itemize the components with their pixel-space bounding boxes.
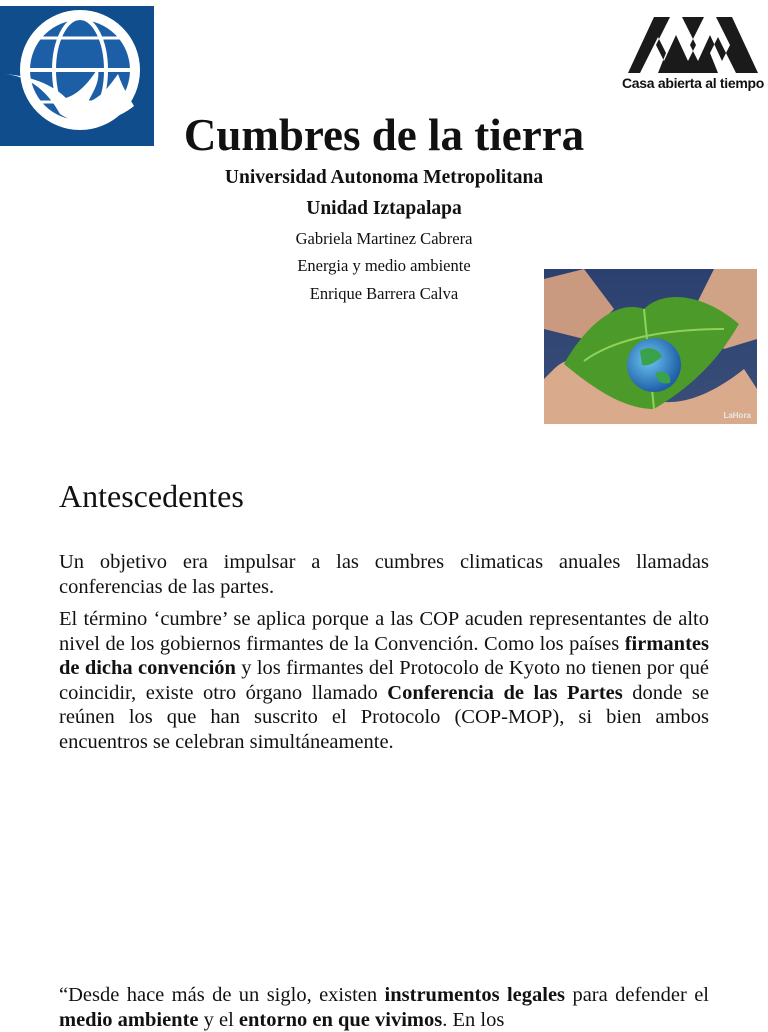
- unit-name: Unidad Iztapalapa: [306, 198, 462, 219]
- paragraph-objective: Un objetivo era impulsar a las cumbres climaticas anuales llamadas conferencias de las partes.: [59, 551, 709, 598]
- text-run: . En los: [442, 1008, 505, 1031]
- text-run: y el: [198, 1008, 239, 1031]
- text-run: para defender el: [565, 984, 709, 1006]
- paragraph-legal-instruments: [59, 983, 709, 1032]
- bold-term: Conferencia de las Partes: [387, 681, 623, 704]
- section-heading: Antescedentes: [59, 478, 244, 514]
- bold-term: firmantes de dicha convención: [59, 632, 709, 679]
- text-run: donde se reúnen los que han suscrito el Protocolo (COP-MOP), si bien ambos encuentros se celebran simultáneamente.: [59, 681, 709, 753]
- bold-term: entorno en que vivimos: [238, 1008, 443, 1031]
- course-name: Energia y medio ambiente: [297, 256, 471, 275]
- university-name: Universidad Autonoma Metropolitana: [224, 167, 544, 188]
- bold-term: medio ambiente: [59, 1008, 199, 1031]
- text-run: “Desde hace más de un siglo, existen: [59, 984, 385, 1006]
- bold-term: instrumentos legales: [384, 984, 566, 1006]
- author-name: Gabriela Martinez Cabrera: [295, 229, 473, 248]
- uam-logo: [618, 15, 768, 95]
- text-run: El término ‘cumbre’ se aplica porque a las COP acuden representantes de alto nivel de los gobiernos firmantes de la Convención. Como los países: [59, 608, 709, 655]
- presentation-title: Cumbres de la tierra: [183, 110, 585, 160]
- hands-leaf-globe-photo: [544, 269, 757, 424]
- uam-logo-text: Casa abierta al tiempo: [621, 75, 764, 91]
- text-run: y los firmantes del Protocolo de Kyoto no tienen por qué coincidir, existe otro órgano llamado: [59, 657, 710, 704]
- paragraph-summit-definition: [59, 607, 709, 754]
- teacher-name: Enrique Barrera Calva: [309, 284, 459, 303]
- photo-credit: LaHora: [723, 411, 751, 420]
